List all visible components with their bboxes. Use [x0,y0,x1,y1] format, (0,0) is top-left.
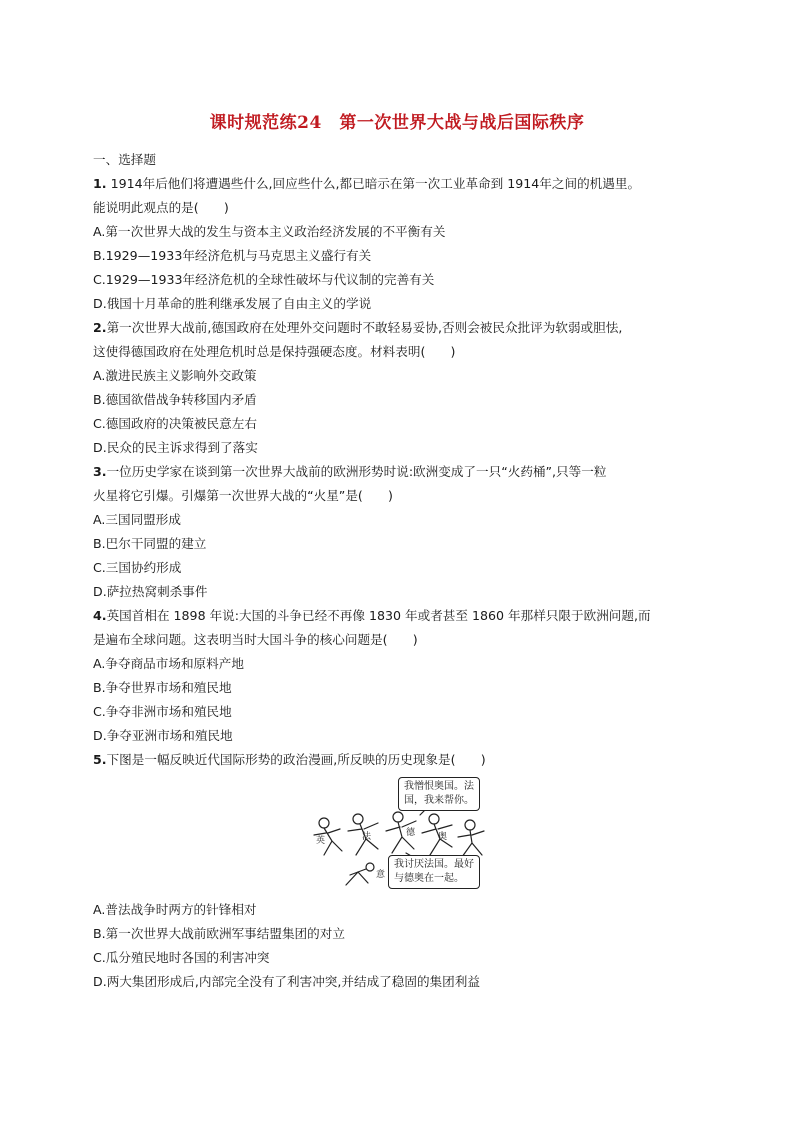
question-text: 下图是一幅反映近代国际形势的政治漫画,所反映的历史现象是( ) [106,752,486,767]
question-text: 1914年后他们将遭遇些什么,回应些什么,都已暗示在第一次工业革命到 1914年之间的机遇里。 [106,176,641,191]
option-a: A.普法战争时两方的针锋相对 [93,902,257,917]
question-text: 能说明此观点的是( ) [93,200,229,215]
speech-bubble-bottom: 我讨厌法国。最好 与德奥在一起。 [388,855,480,889]
option-d: D.民众的民主诉求得到了落实 [93,440,258,455]
question-number: 2. [93,320,107,335]
question-text: 火星将它引爆。引爆第一次世界大战的“火星”是( ) [93,488,393,503]
option-c: C.争夺非洲市场和殖民地 [93,704,232,719]
cartoon-label-england: 英 [316,836,326,846]
cartoon-label-france: 法 [362,832,372,842]
question-text: 一位历史学家在谈到第一次世界大战前的欧洲形势时说:欧洲变成了一只“火药桶”,只等一粒 [106,464,607,479]
question-5 [93,748,713,994]
option-c: C.瓜分殖民地时各国的利害冲突 [93,950,270,965]
option-b: B.巴尔干同盟的建立 [93,536,207,551]
question-3 [93,460,713,604]
option-b: B.德国欲借战争转移国内矛盾 [93,392,257,407]
question-number: 1. [93,176,107,191]
option-a: A.争夺商品市场和原料产地 [93,656,244,671]
question-2 [93,316,713,460]
option-b: B.争夺世界市场和殖民地 [93,680,232,695]
document-content [93,148,713,994]
cartoon-label-germany: 德 [406,828,416,838]
option-c: C.德国政府的决策被民意左右 [93,416,257,431]
question-number: 4. [93,608,107,623]
question-text: 英国首相在 1898 年说:大国的斗争已经不再像 1830 年或者甚至 1860 年那样只限于欧洲问题,而 [106,608,651,623]
cartoon-label-italy: 意 [376,870,386,880]
question-text: 这使得德国政府在处理危机时总是保持强硬态度。材料表明( ) [93,344,456,359]
question-text: 第一次世界大战前,德国政府在处理外交问题时不敢轻易妥协,否则会被民众批评为软弱或胆怯, [106,320,623,335]
question-number: 3. [93,464,107,479]
option-a: A.第一次世界大战的发生与资本主义政治经济发展的不平衡有关 [93,224,446,239]
political-cartoon [310,775,490,895]
option-d: D.两大集团形成后,内部完全没有了利害冲突,并结成了稳固的集团利益 [93,974,480,989]
option-d: D.俄国十月革命的胜利继承发展了自由主义的学说 [93,296,372,311]
page-title: 课时规范练24 第一次世界大战与战后国际秩序 [209,113,585,133]
question-4 [93,604,713,748]
speech-bubble-top: 我憎恨奥国。法 国，我来帮你。 [398,777,480,811]
option-a: A.激进民族主义影响外交政策 [93,368,257,383]
section-heading: 一、选择题 [93,152,156,167]
option-a: A.三国同盟形成 [93,512,181,527]
option-c: C.三国协约形成 [93,560,182,575]
question-1 [93,172,713,316]
question-number: 5. [93,752,107,767]
option-d: D.争夺亚洲市场和殖民地 [93,728,233,743]
option-b: B.第一次世界大战前欧洲军事结盟集团的对立 [93,926,345,941]
option-c: C.1929—1933年经济危机的全球性破坏与代议制的完善有关 [93,272,435,287]
option-d: D.萨拉热窝刺杀事件 [93,584,208,599]
question-text: 是遍布全球问题。这表明当时大国斗争的核心问题是( ) [93,632,418,647]
option-b: B.1929—1933年经济危机与马克思主义盛行有关 [93,248,372,263]
cartoon-label-austria: 奥 [438,832,448,842]
